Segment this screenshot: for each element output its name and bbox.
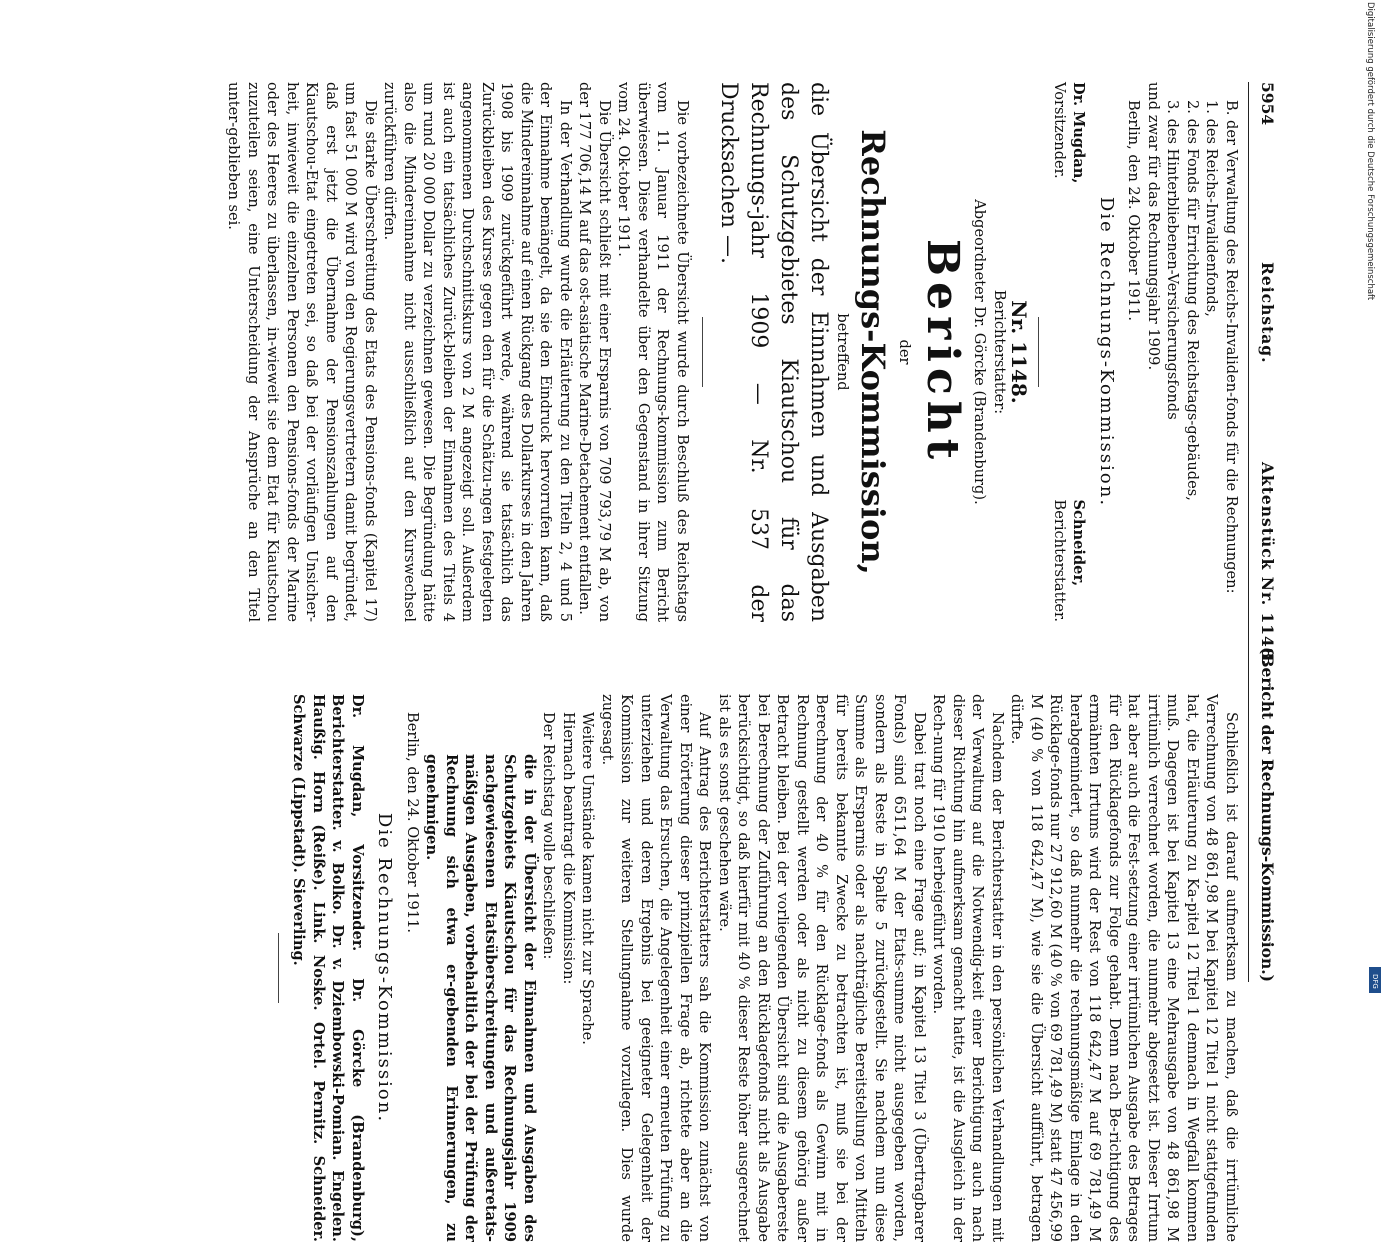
commission-heading: Die Rechnungs-Kommission.	[1096, 196, 1117, 508]
paragraph: Die starke Überschreitung des Etats des Pensions-fonds (Kapitel 17) um fast 51 000 M wird von den Regierungsvertretern damit begründet, daß erst jetzt die Übernahme der Pensionszahlungen auf den Kiautschou-Etat eingetreten sei, so daß bei der vorläufigen Unsicher-heit, inwieweit die einzelnen Personen den Pensions-fonds der Marine oder des Heeres zu überlassen, in-wieweit sie dem Etat für Kiautschou zuzuteilen seien, eine Unterscheidung der Ansprüche an den Titel unter-geblieben sei.	[225, 82, 379, 622]
reporter-label: Berichterstatter:	[991, 289, 1008, 415]
reporter-name: Abgeordneter Dr. Görcke (Brandenburg).	[971, 199, 989, 505]
page-header	[1248, 82, 1283, 982]
paragraph: Weitere Umstände kamen nicht zur Sprache.	[579, 712, 597, 1045]
divider	[702, 317, 703, 387]
date-line: Berlin, den 24. Oktober 1911.	[404, 712, 421, 934]
items-tail: und zwar für das Rechnungsjahr 1909.	[1145, 82, 1162, 371]
paragraph: Die Übersicht schließt mit einer Ersparnis von 709 793,79 M ab, von der 177 706,14 M auf das ost-asiatische Marine-Detachement entfallen.	[576, 82, 613, 622]
paragraph: Hiernach beantragt die Kommission:	[560, 712, 577, 985]
digitization-credit: Digitalisierung gefördert durch die Deutsche Forschungsgemeinschaft	[1365, 2, 1375, 301]
document-page	[53, 82, 1283, 1242]
left-column	[224, 82, 1241, 622]
signature-name: Dr. Mugdan,	[1070, 82, 1088, 184]
page-number: 5954	[1258, 82, 1277, 126]
date-line: Berlin, den 24. Oktober 1911.	[1125, 100, 1143, 322]
header-left: Reichstag.	[1258, 262, 1277, 364]
paragraph: Dabei trat noch eine Frage auf; in Kapitel 13 Titel 3 (Übertragbarer Fonds) sind 6511,64 M der Etats-summe nicht ausgegeben worden, sondern als Reste in Spalte 5 zurückgestellt. Sie nachdem nun diese Summe als Ersparnis oder als nachträgliche Bereitstellung von Mitteln für bereits bekannte Zwecke zu betrachten ist, muß sie bei der Berechnung der 40 % für den Rücklage-fonds als Gewinn mit in Rechnung gestellt werden oder als nicht zu diesem gehörig außer Betracht bleiben. Bei der vorliegenden Übersicht sind die Ausgabereste bei Berechnung der Zuführung an den Rücklagefonds nicht als Ausgabe berücksichtigt, so daß hierfür mit 40 % dieser Reste höher ausgerechnet ist als es sonst geschehen wäre.	[716, 694, 928, 1242]
report-der: der	[896, 339, 913, 365]
commission-heading: Die Rechnungs-Kommission.	[374, 812, 396, 1124]
list-item: 2. des Fonds für Errichtung des Reichstags-gebäudes,	[1184, 100, 1201, 501]
signature-block	[1050, 82, 1089, 622]
motion-intro: Der Reichstag wolle beschließen:	[540, 712, 558, 960]
signature-name: Schneider,	[1070, 499, 1088, 587]
document-number: Nr. 1148.	[1007, 300, 1032, 404]
report-title: Bericht	[917, 238, 968, 466]
paragraph: In der Verhandlung wurde die Erläuterung zu den Titeln 2, 4 und 5 der Einnahme bemängelt, da sie den Eindruck hervorrufen kann, daß die Mindereinnahme auf einen Rückgang des Dollarkurses in den Jahren 1908 bis 1909 zurückgeführt werde, während sie tatsächlich das Zurückbleiben des Kurses gegen den für die Schätzu-ngen festgelegten angenommenen Durchschnittskurs von 2 M angezeigt soll. Außerdem ist auch ein tatsächliches Zurück-bleiben der Einnahmen des Titels 4 um rund 20 000 Dollar zu verzeichnen gewesen. Die Begründung hätte also die Mindereinnahme nicht ausschließlich auf den Kurswechsel zurückführen dürfen.	[381, 82, 574, 622]
dfg-logo-icon: DFG	[1369, 967, 1381, 993]
paragraph: Schließlich ist darauf aufmerksam zu machen, daß die irrtümliche Verrechnung von 48 861,98 M bei Kapitel 12 Titel 1 nicht stattgefunden hat, die Erläuterung zu Ka-pitel 12 Titel 1 demnach in Wegfall kommen muß. Dagegen ist bei Kapitel 13 eine Mehrausgabe von 48 861,98 M irrtümlich verrechnet worden, die nunmehr abgesetzt ist. Dieser Irrtum hat aber auch die Fest-setzung einer irrtümlichen Ausgabe des Betrages für den Rücklagefonds zur Folge gehabt. Denn nach Be-richtigung des ermähnten Irrtums wird der Rest von 118 642,47 M auf 69 781,49 M herabgemindert, so daß nunmehr die rechnungsmäßige Einlage in den Rücklage-fonds nur 27 912,60 M (40 % von 69 781,49 M) statt 47 456,99 M (40 % von 118 642,47 M), wie sie die Übersicht aufführt, betragen dürfte.	[1008, 694, 1240, 1242]
right-column	[268, 694, 1241, 1242]
report-subject: die Übersicht der Einnahmen und Ausgaben des Schutzgebietes Kiautschou für das Rechnungs-jahr 1909 — Nr. 537 der Drucksachen —.	[716, 82, 831, 622]
commission-title: Rechnungs-Kommission,	[854, 129, 893, 575]
motion-text: die in der Übersicht der Einnahmen und Ausgaben des Schutzgebiets Kiautschou für das Rechnungsjahr 1909 nachgewiesenen Etatsüberschreitungen und außeretats-mäßigen Ausgaben, vorbehaltlich der bei der Prüfung der Rechnung sich etwa er-gebenden Erinnerungen, zu genehmigen.	[423, 754, 538, 1242]
member-list: Dr. Mugdan, Vorsitzender. Dr. Görcke (Brandenburg), Berichterstatter. v. Bolko. Dr. v. Dziembowski-Pomian. Engelen. Haußig. Horn (Reiße). Link. Noske. Ortel. Pernitz. Schneider. Schwarze (Lippstadt). Sieverling.	[290, 694, 366, 1242]
paragraph: Auf Antrag des Berichterstatters sah die Kommission zunächst von einer Erörterung dieser prinzipiellen Frage ab, richtete aber an die Verwaltung das Ersuchen, die Angelegenheit einer erneuten Prüfung zu unterziehen und deren Ergebnis bei geeigneter Gelegenheit der Kommission zur weiteren Stellungnahme vorzulegen. Dies wurde zugesagt.	[599, 694, 714, 1242]
signature-role: Vorsitzender.	[1051, 82, 1068, 179]
list-item: 3. des Hinterbliebenen-Versicherungsfonds	[1164, 100, 1182, 420]
header-right: (Bericht der Rechnungs-Kommission.)	[1258, 647, 1277, 982]
paragraph: Die vorbezeichnete Übersicht wurde durch Beschluß des Reichstags vom 11. Januar 1911 der Rechnungs-kommission zum Bericht überwiesen. Diese verhandelte über den Gegenstand in ihrer Sitzung vom 24. Ok-tober 1911.	[615, 82, 691, 622]
intro-text: B. der Verwaltung des Reichs-Invaliden-fonds für die Rechnungen:	[1223, 100, 1240, 594]
signature-role: Berichterstatter.	[1051, 499, 1068, 622]
divider	[278, 933, 279, 1003]
list-item: 1. des Reichs-Invalidenfonds,	[1203, 100, 1221, 317]
header-center: Aktenstück Nr. 1148.	[1258, 462, 1277, 667]
betreffend-label: betreffend	[834, 313, 852, 391]
divider	[1039, 317, 1040, 387]
paragraph: Nachdem der Berichterstatter in den persönlichen Verhandlungen mit der Verwaltung auf die Notwendig-keit einer Berichtigung auch nach dieser Richtung hin aufmerksam gemacht hatte, ist die Ausgleich in der Rech-nung für 1910 herbeigeführt worden.	[930, 694, 1006, 1242]
